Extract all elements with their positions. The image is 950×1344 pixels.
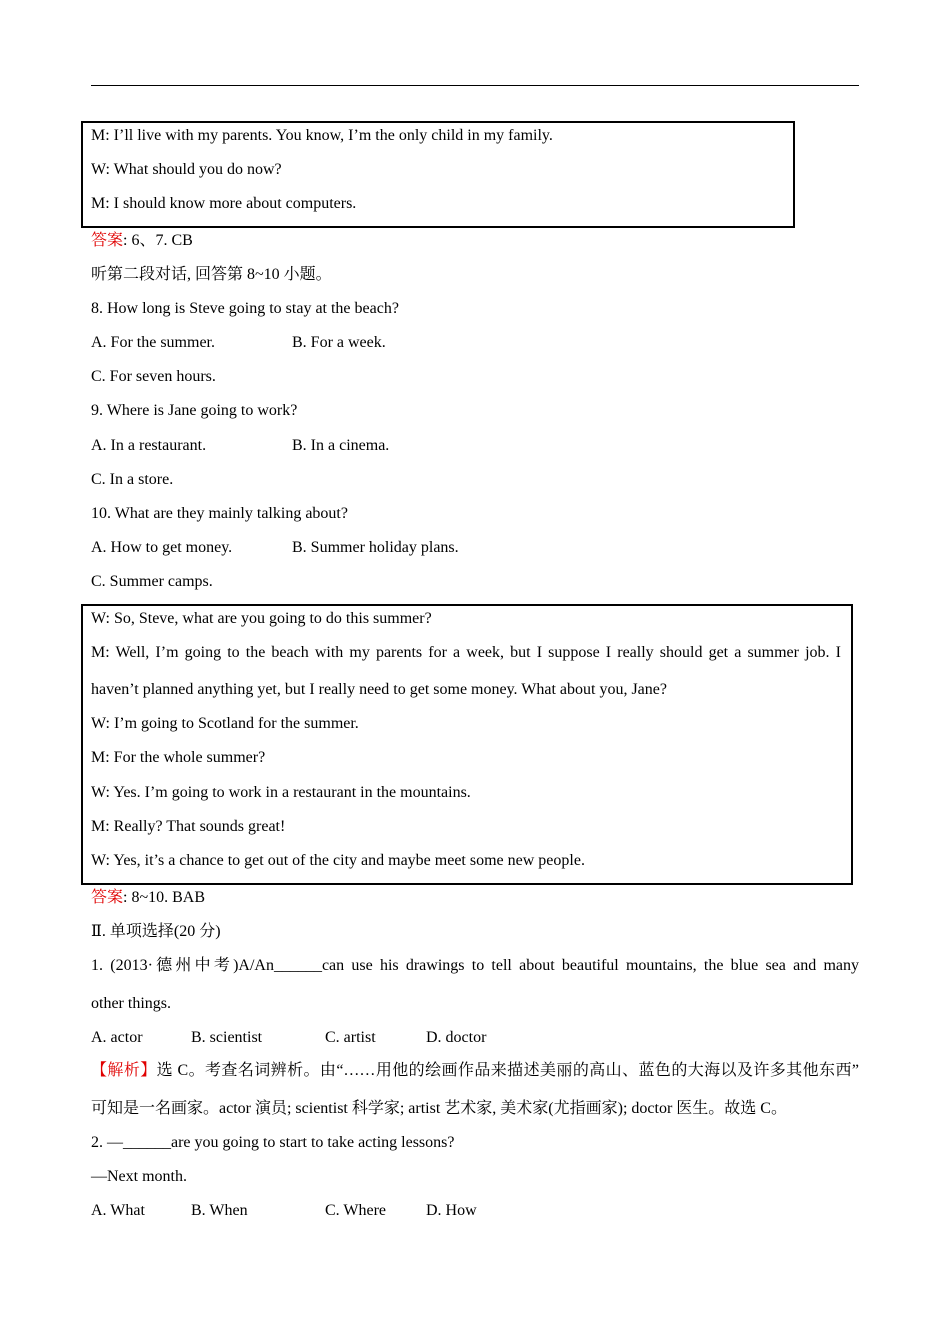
- question-8: 8. How long is Steve going to stay at the beach?: [91, 300, 399, 317]
- dialogue2-line-8: W: Yes, it’s a chance to get out of the city and maybe meet some new people.: [91, 852, 585, 869]
- q8-option-c: C. For seven hours.: [91, 368, 216, 385]
- answer-label: 答案: [91, 232, 124, 249]
- answer-text: : 8~10. BAB: [123, 889, 206, 906]
- q9-option-a: A. In a restaurant.: [91, 437, 207, 454]
- answer-1: [91, 231, 193, 251]
- dialogue1-line-2: W: What should you do now?: [91, 161, 282, 178]
- mc1-option-c: C. artist: [325, 1029, 376, 1046]
- section-2-title: Ⅱ. 单项选择(20 分): [91, 923, 221, 940]
- dialogue2-line-5: M: For the whole summer?: [91, 749, 266, 766]
- dialogue2-line-2: M: Well, I’m going to the beach with my parents for a week, but I suppose I really should get a summer job. I: [91, 644, 841, 661]
- question-10: 10. What are they mainly talking about?: [91, 505, 348, 522]
- dialogue2-line-4: W: I’m going to Scotland for the summer.: [91, 715, 359, 732]
- mc2-option-a: A. What: [91, 1202, 145, 1219]
- q10-option-a: A. How to get money.: [91, 539, 233, 556]
- mc2-stem-line-1: 2. —______are you going to start to take acting lessons?: [91, 1134, 455, 1151]
- mc1-option-d: D. doctor: [426, 1029, 487, 1046]
- mc1-analysis-line-2: 可知是一名画家。actor 演员; scientist 科学家; artist 艺术家, 美术家(尤指画家); doctor 医生。故选 C。: [91, 1100, 787, 1117]
- dialogue2-line-6: W: Yes. I’m going to work in a restaurant in the mountains.: [91, 784, 471, 801]
- mc1-stem-line-1: 1. (2013·德州中考)A/An______can use his drawings to tell about beautiful mountains, the blue sea and many: [91, 957, 859, 974]
- mc1-option-b: B. scientist: [191, 1029, 263, 1046]
- dialogue1-line-1: M: I’ll live with my parents. You know, I’m the only child in my family.: [91, 127, 553, 144]
- q9-option-c: C. In a store.: [91, 471, 174, 488]
- question-9: 9. Where is Jane going to work?: [91, 402, 298, 419]
- answer-2: [91, 888, 205, 908]
- q10-option-c: C. Summer camps.: [91, 573, 213, 590]
- q8-option-a: A. For the summer.: [91, 334, 215, 351]
- answer-text: : 6、7. CB: [123, 232, 193, 249]
- mc1-option-a: A. actor: [91, 1029, 143, 1046]
- mc2-stem-line-2: —Next month.: [91, 1168, 187, 1185]
- mc1-analysis-line-1: [91, 1061, 859, 1081]
- q9-option-b: B. In a cinema.: [292, 437, 390, 454]
- analysis-label: 【解析】: [91, 1062, 157, 1079]
- dialogue2-line-3: haven’t planned anything yet, but I really need to get some money. What about you, Jane?: [91, 681, 667, 698]
- mc2-option-b: B. When: [191, 1202, 248, 1219]
- answer-label: 答案: [91, 889, 124, 906]
- dialogue1-line-3: M: I should know more about computers.: [91, 195, 357, 212]
- q8-option-b: B. For a week.: [292, 334, 386, 351]
- dialogue2-line-7: M: Really? That sounds great!: [91, 818, 286, 835]
- analysis-text: 选 C。考查名词辨析。由“……用他的绘画作品来描述美丽的高山、蓝色的大海以及许多其他东西”: [156, 1062, 859, 1079]
- mc1-stem-line-2: other things.: [91, 995, 171, 1012]
- mc2-option-c: C. Where: [325, 1202, 387, 1219]
- instruction-2: 听第二段对话, 回答第 8~10 小题。: [91, 266, 332, 283]
- mc2-option-d: D. How: [426, 1202, 477, 1219]
- q10-option-b: B. Summer holiday plans.: [292, 539, 459, 556]
- dialogue2-line-1: W: So, Steve, what are you going to do this summer?: [91, 610, 432, 627]
- header-rule: [91, 85, 859, 86]
